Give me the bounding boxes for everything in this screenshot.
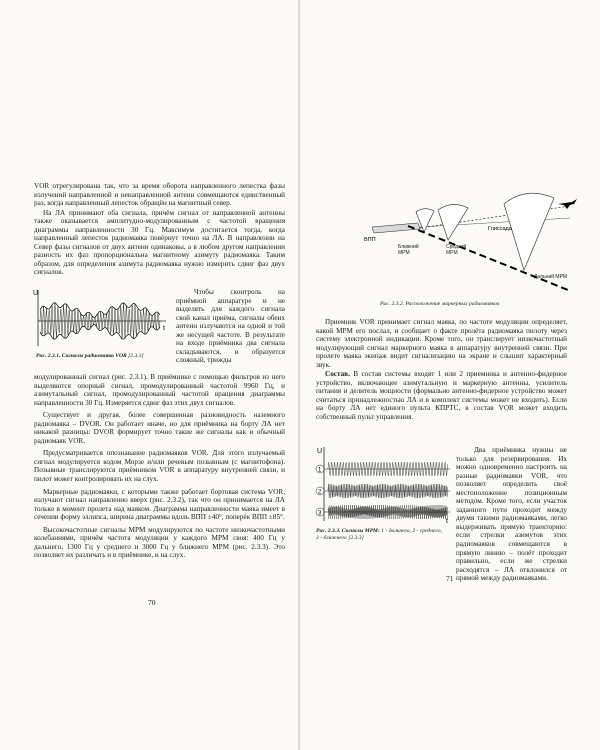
label-runway: ВПП [364, 237, 376, 243]
marker-3-label: 3 [318, 510, 322, 517]
label-middle-beacon: Средний МРМ [446, 244, 467, 256]
axis-label-t: t [163, 325, 165, 332]
figure-caption: Рис. 2.3.2. Расположение маркерных радиомаяков [380, 301, 500, 307]
right-text-top [316, 318, 567, 422]
page-number: 71 [446, 574, 454, 583]
label-near-beacon: Ближний МРМ [398, 244, 419, 256]
section-heading: Состав. [325, 370, 350, 379]
axis-label-u: U [317, 448, 323, 455]
marker-1-label: 1 [318, 467, 322, 474]
mrm-trace-2 [328, 484, 448, 498]
middle-beacon-cone [438, 204, 468, 240]
paragraph: Состав. В состав системы входят 1 или 2 приемника и антенно-фидерное устройство, включающее азимутальную и маркерную антенны, усилитель питания и делитель мощности (формально антенно-фидерное устройство может считаться принадлежностью ЛА и в комплект системы может не входить). Если на борту ЛА нет единого пульта КПРТС, в состав VOR может входить собственный пульт управления. [316, 370, 567, 422]
paragraph: модулированный сигнал (рис. 2.3.1). В приёмнике с помощью фильтров из него выделяются опорный сигнал, промодулированный частотой 9960 Гц, и азимутальный сигнал, промодулированный частотой вращения диаграммы направленности 30 Гц. Измеряется сдвиг фаз этих двух сигналов. [34, 373, 285, 407]
paragraph: Существует и другая, более совершенная разновидность наземного радиомаяка – DVOR. Он работает иначе, но для приёмника на борту ЛА нет никакой разницы: DVOR формирует точно такие же сигналы как и обычный радиомаяк VOR. [34, 411, 285, 445]
envelope-bottom [40, 325, 160, 340]
paragraph: VOR отрегулирована так, что за время оборота направленного лепестка фазы излучений направленной и ненаправленной антенн совмещаются единственный раз, когда направленный лепесток обращён на магнитный север. [34, 182, 285, 208]
figure-marker-beacons [358, 178, 580, 300]
page-number: 70 [148, 598, 156, 607]
left-wrap-text [176, 288, 285, 365]
marker-2-label: 2 [318, 489, 322, 496]
figure-caption: Рис. 2.3.3. Сигналы МРМ: 1 - дальнего, 2 - среднего, 3 - ближнего [2.3.3] [316, 528, 442, 541]
right-wrap-text [456, 446, 567, 583]
paragraph: На ЛА принимают оба сигнала, причём сигнал от направленной антенны также оказывается амплитудно-модулированным с частотой вращения диаграммы направленности 30 Гц. Максимум достигается тогда, когда направленный лепесток радиомаяка повёрнут точно на ЛА. В направлении на Север фазы сигналов от двух антенн одинаковы, а в любом другом направлении разность их фаз пропорциональна магнитному азимуту радиомаяка. Таким образом, для определения азимута радиомаяка нужно измерить сдвиг фаз двух сигналов. [34, 208, 285, 277]
figure-mrm-signals [314, 445, 454, 525]
right-page [300, 0, 600, 750]
aircraft-icon [558, 199, 577, 209]
paragraph: Предусматривается опознавание радиомаяков VOR. Для этого излучаемый сигнал модулируется кодом Морзе и/или речевым позывным (с магнитофона). Позывные транслируются приёмником VOR в аппаратуру внутренней связи, и пилот может контролировать их на слух. [34, 449, 285, 484]
left-text-bottom [34, 373, 285, 560]
label-far-beacon: Дальний МРМ [534, 274, 568, 280]
figure-vor-signals [32, 288, 172, 350]
paragraph: Два приёмника нужны не только для резервирования. Их можно одновременно настроить на разные радиомаяки VOR, что позволяет определить своё местоположение позиционным методом. Кроме того, если участок заданного пути проходит между двумя такими радиомаяками, легко выдерживать прямую траекторию: если стрелки азимутов этих радиомаяков совмещаются в прямую линию – полёт проходит правильно, если же стрелки расходятся – ЛА отклонился от прямой между радиомаяками. [456, 446, 567, 583]
axis-label-t: t [446, 518, 448, 525]
left-text-top [34, 182, 285, 277]
axis-label-u: U [33, 290, 39, 297]
paragraph: Приемник VOR принимает сигнал маяка, по частоте модуляции определяет, какой МРМ его послал, и сообщает о факте пролёта радиомаяка пилоту через систему электронной индикации. Кроме того, он транслирует низкочастотный модулирующий сигнал маркерного маяка в аппаратуру внутренней связи. При пролете маяка экипаж видит сигнализацию на экране и слышит характерный звук. [316, 318, 567, 369]
paragraph: Маркерные радиомаяки, с которыми также работает бортовая система VOR, излучают сигнал направленно вверх (рис. 2.3.2), так что он принимается на ЛА только в момент пролета над маяком. Диаграмма направленности маяка имеет в сечении форму эллипса, ширина диаграммы вдоль ВПП ±40°, поперёк ВПП ±85°. [34, 487, 285, 522]
figure-caption: Рис. 2.3.1. Сигналы радиомаяка VOR [2.3.3] [36, 353, 144, 359]
paragraph: Высокочастотные сигналы МРМ модулируются по частоте низкочастотными колебаниями, причём частота модуляции у каждого МРМ своя: 400 Гц у дальнего, 1300 Гц у среднего и 3000 Гц у ближнего МРМ (рис. 2.3.3). Это позволяет их различать и в приёмнике, и на слух. [34, 525, 285, 560]
paragraph: Чтобы сконтроль на приёмной аппаратуре и не выделять для каждого сигнала свой канал приёма, сигналы обеих антенн излучаются на одной и той же несущей частоте. В результате на входе приёмника два сигнала складываются, и образуется сложный, трижды [176, 288, 285, 365]
label-glideslope: Глиссада [488, 226, 512, 232]
